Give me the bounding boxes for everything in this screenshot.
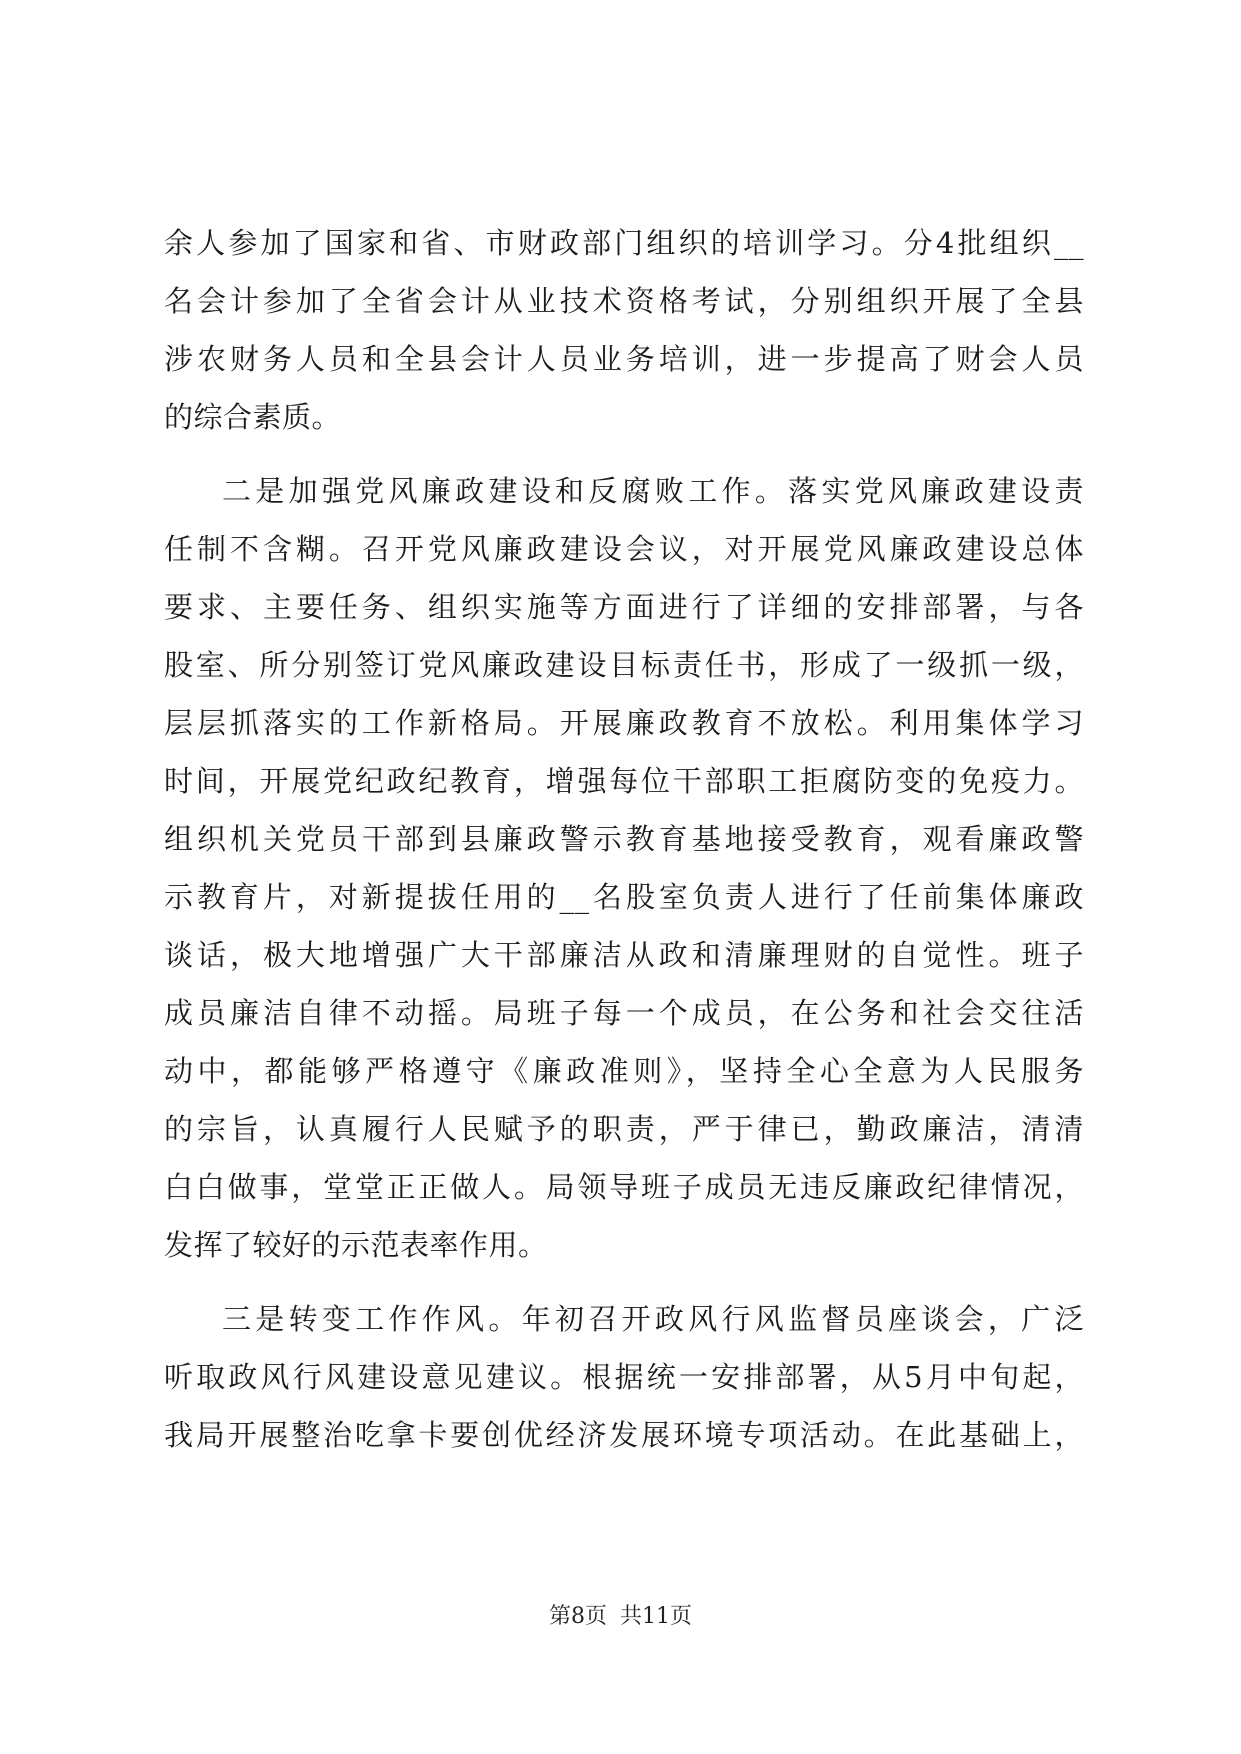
text-line: 动中，都能够严格遵守《廉政准则》，坚持全心全意为人民服务 [164,1054,1084,1088]
text-line: 二是加强党风廉政建设和反腐败工作。落实党风廉政建设责 [222,474,1084,508]
text-line: 白白做事，堂堂正正做人。局领导班子成员无违反廉政纪律情况， [164,1170,1084,1204]
page-footer [0,1602,1241,1632]
document-body [164,214,1084,1464]
text-line: 的综合素质。 [164,400,342,434]
text-line: 要求、主要任务、组织实施等方面进行了详细的安排部署，与各 [164,590,1084,624]
text-line: 的宗旨，认真履行人民赋予的职责，严于律已，勤政廉洁，清清 [164,1112,1084,1146]
page-total: 共11页 [620,1604,692,1629]
text-line: 名会计参加了全省会计从业技术资格考试，分别组织开展了全县 [164,284,1084,318]
text-line: 示教育片，对新提拔任用的__名股室负责人进行了任前集体廉政 [164,880,1084,914]
paragraph-anticorruption [164,462,1084,1274]
text-line: 组织机关党员干部到县廉政警示教育基地接受教育，观看廉政警 [164,822,1084,856]
text-line: 涉农财务人员和全县会计人员业务培训，进一步提高了财会人员 [164,342,1084,376]
paragraph-work-style [164,1290,1084,1464]
text-line: 谈话，极大地增强广大干部廉洁从政和清廉理财的自觉性。班子 [164,938,1084,972]
page-number: 第8页 [549,1604,607,1629]
text-line: 任制不含糊。召开党风廉政建设会议，对开展党风廉政建设总体 [164,532,1084,566]
text-line: 成员廉洁自律不动摇。局班子每一个成员，在公务和社会交往活 [164,996,1084,1030]
text-line: 听取政风行风建设意见建议。根据统一安排部署，从5月中旬起， [164,1360,1084,1394]
text-line: 发挥了较好的示范表率作用。 [164,1228,548,1262]
text-line: 时间，开展党纪政纪教育，增强每位干部职工拒腐防变的免疫力。 [164,764,1084,798]
text-line: 我局开展整治吃拿卡要创优经济发展环境专项活动。在此基础上， [164,1418,1084,1452]
paragraph-training [164,214,1084,446]
text-line: 股室、所分别签订党风廉政建设目标责任书，形成了一级抓一级， [164,648,1084,682]
text-line: 三是转变工作作风。年初召开政风行风监督员座谈会，广泛 [222,1302,1084,1336]
text-line: 层层抓落实的工作新格局。开展廉政教育不放松。利用集体学习 [164,706,1084,740]
text-line: 余人参加了国家和省、市财政部门组织的培训学习。分4批组织__ [164,226,1084,260]
